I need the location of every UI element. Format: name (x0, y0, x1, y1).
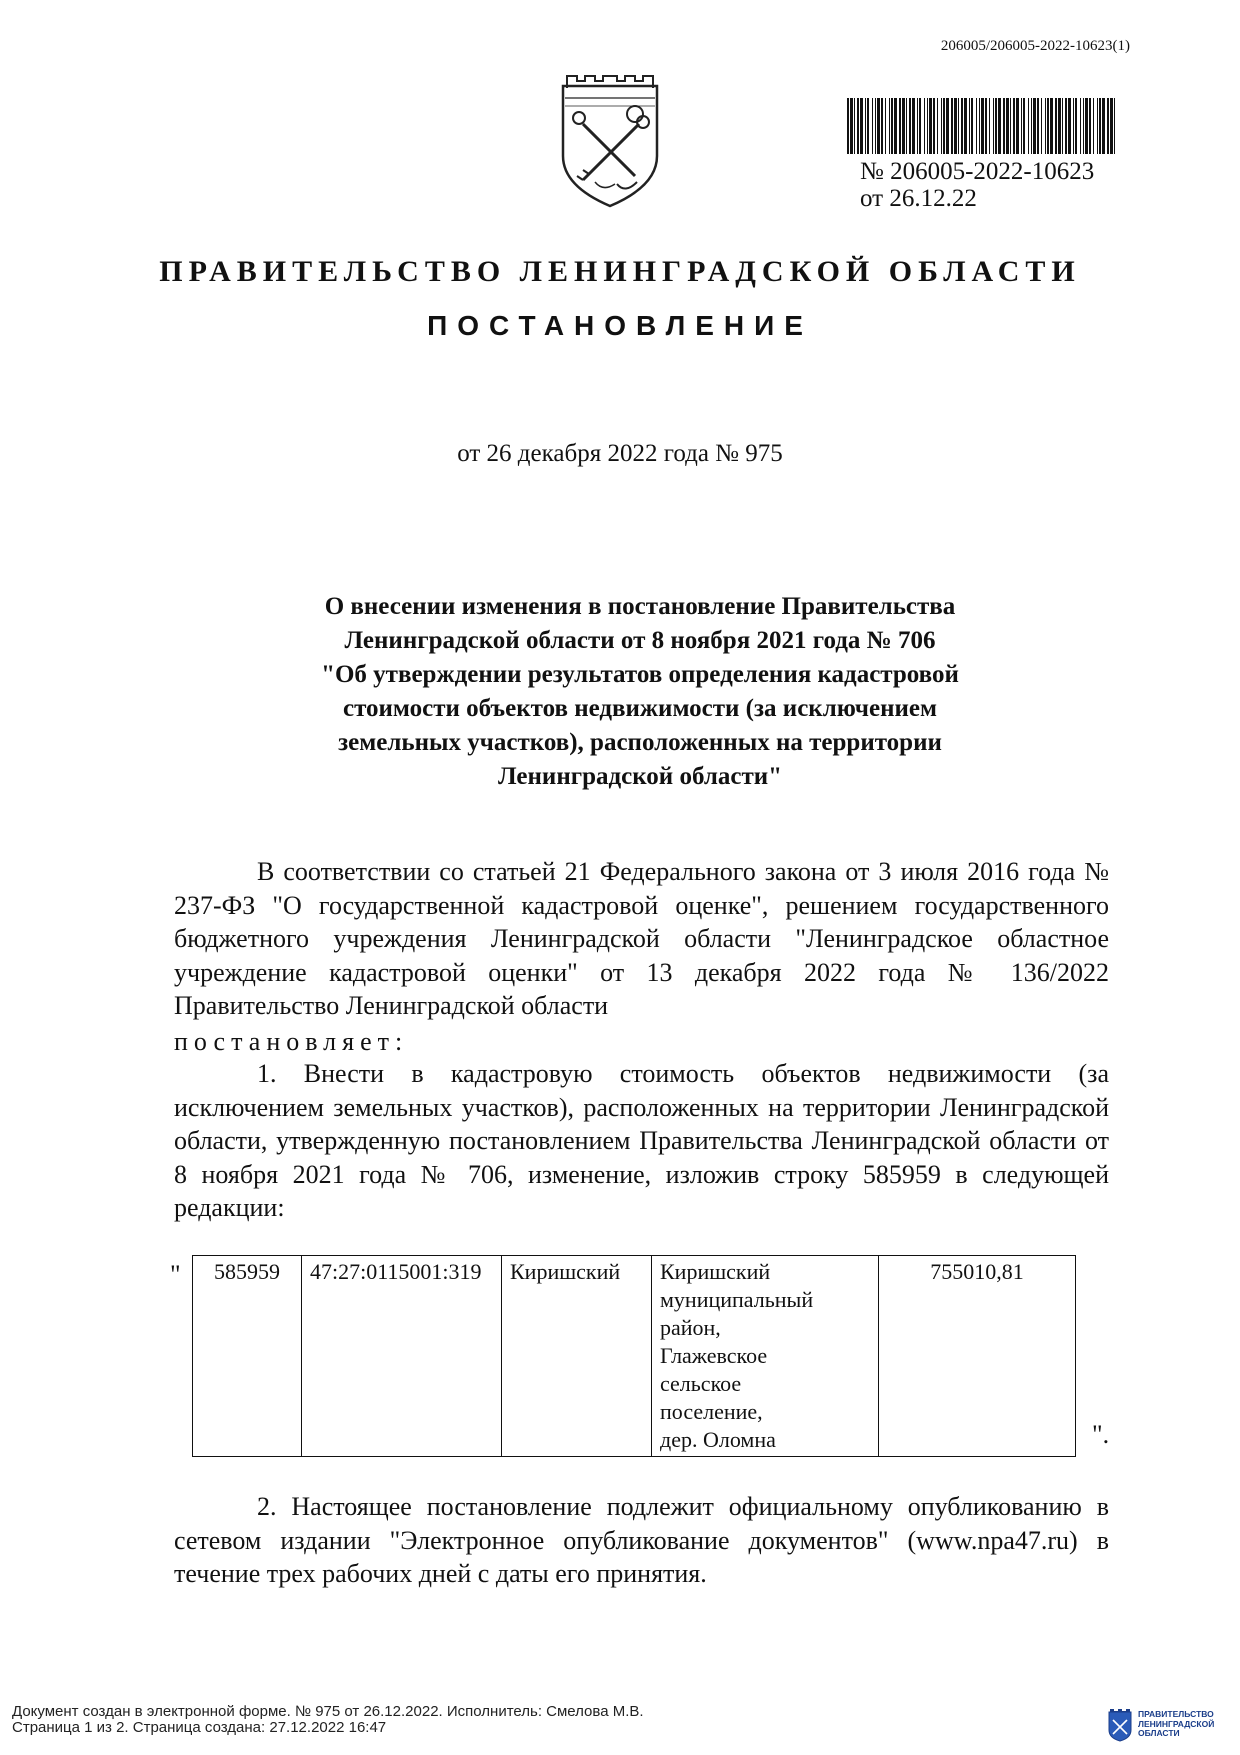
cadastral-table (192, 1255, 1076, 1457)
address-line: сельское (660, 1371, 742, 1396)
cell-address (652, 1256, 879, 1457)
subject-line: "Об утверждении результатов определения кадастровой (321, 661, 959, 688)
logo-caption (1138, 1710, 1214, 1739)
page-footer (12, 1704, 644, 1736)
clause-2-paragraph: 2. Настоящее постановление подлежит официальному опубликованию в сетевом издании "Электронное опубликование документов" (www.npa47.ru) в течение трех рабочих дней с даты его принятия. (174, 1492, 1109, 1588)
logo-caption-line: ПРАВИТЕЛЬСТВО (1138, 1709, 1214, 1719)
table-quote-open: " (170, 1260, 181, 1289)
clause-1-paragraph: 1. Внести в кадастровую стоимость объектов недвижимости (за исключением земельных участков), расположенных на территории Ленинградской области, утвержденную постановлением Правительства Ленинградской области от 8 ноября 2021 года № 706, изменение, изложив строку 585959 в следующей редакции: (174, 1059, 1109, 1222)
registration-number: № 206005-2022-10623 (860, 158, 1095, 185)
table-quote-close: ". (1092, 1420, 1110, 1449)
government-logo-icon (1108, 1708, 1132, 1742)
subject-line: О внесении изменения в постановление Правительства (324, 593, 956, 620)
registration-date: от 26.12.22 (860, 185, 977, 212)
address-line: район, (660, 1315, 721, 1340)
document-id: 206005/206005-2022-10623(1) (940, 38, 1130, 54)
footer-line: Документ создан в электронной форме. № 975 от 26.12.2022. Исполнитель: Смелова М.В. (12, 1703, 644, 1720)
document-type: ПОСТАНОВЛЕНИЕ (427, 310, 813, 341)
cell-cadastral-value: 755010,81 (879, 1256, 1076, 1457)
logo-caption-line: ЛЕНИНГРАДСКОЙ (1138, 1718, 1215, 1729)
cell-cadastral-number: 47:27:0115001:319 (302, 1256, 502, 1457)
document-subject (180, 590, 1100, 794)
footer-line: Страница 1 из 2. Страница создана: 27.12.2022 16:47 (12, 1719, 387, 1736)
address-line: муниципальный (660, 1287, 814, 1312)
logo-caption-line: ОБЛАСТИ (1138, 1728, 1180, 1738)
cell-row-number: 585959 (193, 1256, 302, 1457)
address-line: Киришский (660, 1259, 771, 1284)
barcode (847, 98, 1117, 154)
address-line: поселение, (660, 1399, 763, 1424)
address-line: Глажевское (660, 1343, 768, 1368)
subject-line: Ленинградской области от 8 ноября 2021 года № 706 (344, 627, 936, 654)
government-title: ПРАВИТЕЛЬСТВО ЛЕНИНГРАДСКОЙ ОБЛАСТИ (159, 255, 1081, 288)
cell-district: Киришский (502, 1256, 652, 1457)
coat-of-arms-icon (555, 68, 665, 208)
document-date: от 26 декабря 2022 года № 975 (457, 440, 783, 467)
preamble-paragraph: В соответствии со статьей 21 Федерального закона от 3 июля 2016 года № 237-ФЗ "О государственной кадастровой оценке", решением государственного бюджетного учреждения Ленинградской области "Ленинградское областное учреждение кадастровой оценки" от 13 декабря 2022 года № 136/2022 Правительство Ленинградской области (174, 857, 1109, 1020)
subject-line: Ленинградской области" (497, 763, 783, 790)
address-line: дер. Оломна (660, 1427, 776, 1452)
registration-stamp (860, 158, 1094, 212)
decree-word: постановляет: (174, 1027, 409, 1056)
table-row (193, 1256, 1076, 1457)
subject-line: земельных участков), расположенных на территории (338, 729, 942, 756)
subject-line: стоимости объектов недвижимости (за исключением (342, 695, 938, 722)
